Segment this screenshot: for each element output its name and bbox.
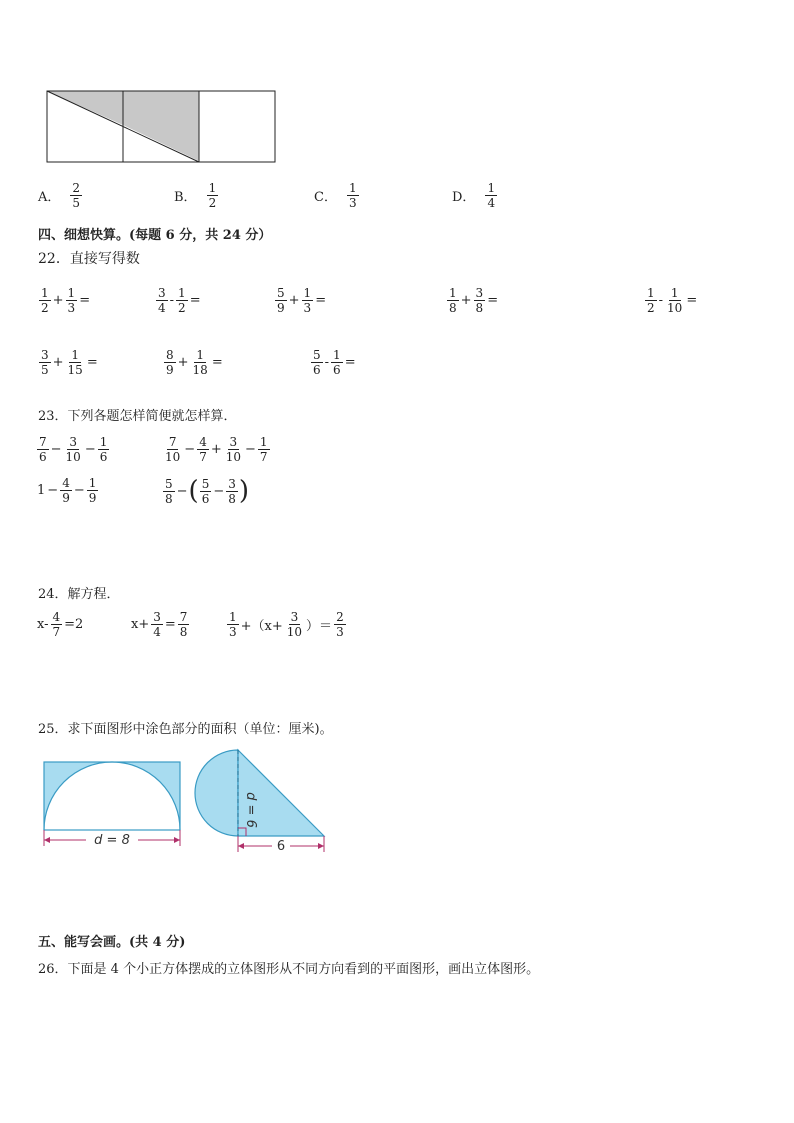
option-figure-rectangles — [45, 89, 277, 165]
q22-item: $\frac{3}{4}$ - $\frac{1}{2}$ = — [158, 286, 201, 315]
base-label: 6 — [276, 839, 286, 854]
section-five-title: 五、能写会画。(共 4 分) — [38, 935, 186, 950]
q22-title: 22．直接写得数 — [38, 251, 140, 267]
option-a[interactable]: A． $\frac{2}{5}$ — [38, 181, 81, 210]
q24-equation-2: x+ $\frac{3}{4}$ = $\frac{7}{8}$ — [131, 610, 188, 639]
diameter-label-rotated: d = 6 — [243, 792, 258, 828]
q22-item: $\frac{1}{8}$ + $\frac{3}{8}$ = — [449, 286, 499, 315]
option-b[interactable]: B． $\frac{1}{2}$ — [174, 181, 217, 210]
q22-item: $\frac{1}{2}$ + $\frac{1}{3}$ = — [41, 286, 91, 315]
q22-item: $\frac{3}{5}$ + $\frac{1}{15}$ = — [41, 348, 98, 377]
q23-expression-4: $\frac{5}{8}$ − ( $\frac{5}{6}$ − $\frac{3}{8}$ ) — [165, 476, 250, 506]
q24-title: 24．解方程． — [38, 587, 120, 602]
section-four-title: 四、细想快算。(每题 6 分，共 24 分） — [38, 228, 272, 243]
q23-expression-3: 1 − $\frac{4}{9}$ − $\frac{1}{9}$ — [37, 476, 97, 505]
q22-item: $\frac{5}{6}$ - $\frac{1}{6}$ = — [313, 348, 356, 377]
q23-title: 23．下列各题怎样简便就怎样算． — [38, 409, 237, 424]
q25-title: 25．求下面图形中涂色部分的面积（单位：厘米)。 — [38, 722, 333, 737]
figure-semicircle-triangle — [190, 748, 330, 856]
q22-item: $\frac{1}{2}$ - $\frac{1}{10}$ = — [647, 286, 698, 315]
q24-equation-1: x- $\frac{4}{7}$ =2 — [37, 610, 84, 639]
option-d[interactable]: D． $\frac{1}{4}$ — [452, 181, 496, 210]
q22-item: $\frac{8}{9}$ + $\frac{1}{18}$ = — [166, 348, 223, 377]
figure-rectangle-semicircle — [40, 758, 185, 850]
q23-expression-2: $\frac{7}{10}$ − $\frac{4}{7}$ + $\frac{3}{10}$ − $\frac{1}{7}$ — [165, 435, 268, 464]
q22-item: $\frac{5}{9}$ + $\frac{1}{3}$ = — [277, 286, 327, 315]
shaded-quad-right — [123, 91, 199, 161]
q24-equation-3: $\frac{1}{3}$ +（x+ $\frac{3}{10}$ ）＝ $\frac{2}{3}$ — [229, 610, 344, 639]
diameter-label: d = 8 — [94, 833, 130, 848]
option-c[interactable]: C． $\frac{1}{3}$ — [314, 181, 357, 210]
q26-title: 26．下面是 4 个小正方体摆成的立体图形从不同方向看到的平面图形，画出立体图形。 — [38, 962, 540, 977]
q23-expression-1: $\frac{7}{6}$ − $\frac{3}{10}$ − $\frac{1}{6}$ — [39, 435, 108, 464]
